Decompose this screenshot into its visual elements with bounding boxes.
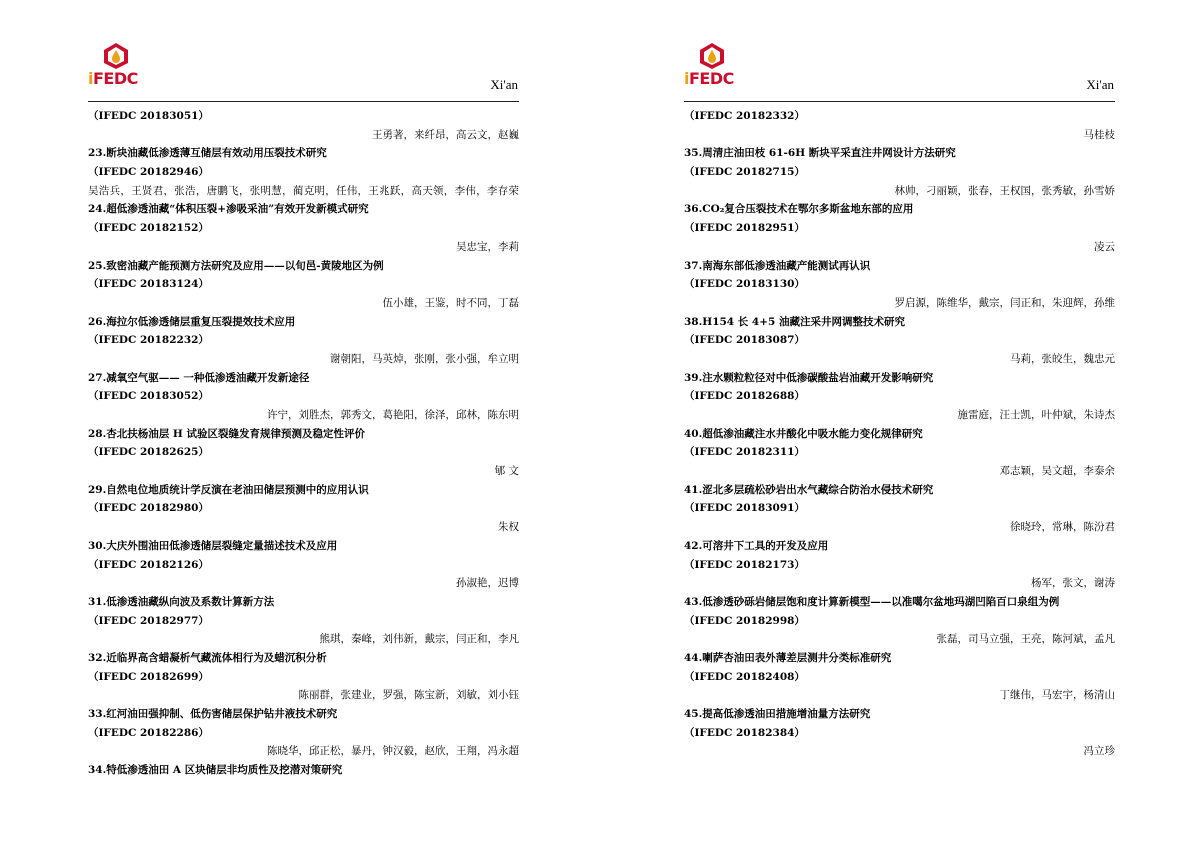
paper-code: （IFEDC 20182232） [88,334,209,347]
paper-title: 39.注水颗粒粒径对中低渗碳酸盐岩油藏开发影响研究 [684,371,934,384]
paper-code: （IFEDC 20182173） [684,558,805,571]
paper-code: （IFEDC 20182152） [88,222,209,235]
paper-authors: 陈晓华，邱正松，暴丹，钟汉毅，赵欣，王翔，冯永超 [267,745,519,758]
paper-code: （IFEDC 20182408） [684,670,805,683]
ifedc-logo [88,42,146,90]
paper-code: （IFEDC 20182977） [88,614,209,627]
paper-title: 31.低渗透油藏纵向波及系数计算新方法 [88,595,275,608]
paper-title: 38.H154 长 4+5 油藏注采井网调整技术研究 [684,315,905,328]
paper-title: 43.低渗透砂砾岩储层饱和度计算新模型——以准噶尔盆地玛湖凹陷百口泉组为例 [684,595,1060,608]
paper-code: （IFEDC 20182699） [88,670,209,683]
paper-authors: 林帅，刁丽颖，张春，王权国，张秀敏，孙雪娇 [894,184,1115,197]
paper-code: （IFEDC 20183052） [88,390,209,403]
paper-title: 26.海拉尔低渗透储层重复压裂提效技术应用 [88,315,296,328]
paper-authors: 熊琪，秦峰，刘伟新，戴宗，闫正和，李凡 [319,633,519,646]
paper-authors: 马莉，张皎生，魏忠元 [1010,352,1115,365]
oil-drop-hexagon-icon [698,42,726,70]
paper-authors: 凌云 [1094,240,1115,253]
paper-title: 41.涩北多层疏松砂岩出水气藏综合防治水侵技术研究 [684,483,934,496]
paper-authors: 朱权 [498,521,519,534]
paper-code: （IFEDC 20182688） [684,390,805,403]
paper-authors: 施雷庭，汪士凯，叶仲斌，朱诗杰 [957,409,1115,421]
paper-title: 42.可溶井下工具的开发及应用 [684,539,829,552]
paper-title: 34.特低渗透油田 A 区块储层非均质性及挖潜对策研究 [88,764,343,777]
paper-authors: 张磊，司马立强，王亮，陈河斌，孟凡 [936,633,1115,646]
paper-authors: 丁继伟，马宏宇，杨清山 [999,689,1115,702]
paper-authors: 孙淑艳，迟博 [456,577,519,590]
paper-code: （IFEDC 20183091） [684,502,805,515]
paper-authors: 马桂枝 [1083,128,1115,141]
paper-authors: 吴浩兵，王贤君，张浩，唐鹏飞，张明慧，蔺克明，任伟，王兆跃，高天领，李伟，李存荣 [88,184,519,197]
paper-title: 35.周清庄油田枝 61-6H 断块平采直注井网设计方法研究 [684,147,956,160]
paper-code: （IFEDC 20182998） [684,614,805,627]
paper-title: 30.大庆外围油田低渗透储层裂缝定量描述技术及应用 [88,539,338,552]
logo-text: iFEDC [684,69,734,88]
paper-code: （IFEDC 20182384） [684,726,805,739]
ifedc-logo [684,42,742,90]
paper-title: 44.喇萨杏油田表外薄差层测井分类标准研究 [684,651,892,664]
paper-title: 28.杏北扶杨油层 H 试验区裂缝发育规律预测及稳定性评价 [88,427,365,440]
paper-title: 37.南海东部低渗透油藏产能测试再认识 [684,259,871,272]
paper-code: （IFEDC 20183130） [684,278,805,291]
paper-authors: 王勇著，来纤昂，高云文，赵巍 [372,128,519,141]
paper-title: 33.红河油田强抑制、低伤害储层保护钻井液技术研究 [88,708,338,720]
paper-code: （IFEDC 20183087） [684,334,805,347]
paper-authors: 谢朝阳，马英焯，张刚，张小强，牟立明 [330,352,519,365]
paper-list-left [88,107,519,780]
paper-code: （IFEDC 20183124） [88,278,209,291]
paper-authors: 冯立珍 [1083,745,1115,758]
paper-authors: 罗启源，陈维华，戴宗，闫正和，朱迎辉，孙维 [894,296,1115,309]
paper-authors: 杨军，张文，谢涛 [1031,577,1115,590]
paper-authors: 陈丽群，张建业，罗强，陈宝新，刘敏，刘小钰 [298,689,519,702]
paper-authors: 徐晓玲，常琳，陈汾君 [1010,521,1115,534]
paper-code: （IFEDC 20182625） [88,446,209,459]
paper-title: 24.超低渗透油藏“体积压裂+渗吸采油”有效开发新模式研究 [88,203,369,216]
paper-code: （IFEDC 20182311） [684,446,805,459]
paper-code: （IFEDC 20183051） [88,110,209,122]
paper-title: 27.减氧空气驱—— 一种低渗透油藏开发新途径 [88,371,310,384]
right-page [596,0,1192,842]
paper-title: 32.近临界高含蜡凝析气藏流体相行为及蜡沉积分析 [88,651,327,664]
paper-code: （IFEDC 20182286） [88,726,209,739]
paper-code: （IFEDC 20182332） [684,110,805,122]
paper-code: （IFEDC 20182951） [684,222,805,235]
paper-code: （IFEDC 20182980） [88,502,209,515]
paper-authors: 许宁，刘胜杰，郭秀文，葛艳阳，徐泽，邱林，陈东明 [267,409,519,421]
paper-authors: 吴忠宝，李莉 [456,240,519,253]
paper-title: 40.超低渗油藏注水井酸化中吸水能力变化规律研究 [684,427,923,440]
header-rule [684,101,1115,102]
paper-title: 29.自然电位地质统计学反演在老油田储层预测中的应用认识 [88,483,369,496]
paper-authors: 郇 文 [494,465,519,478]
paper-list-right [684,107,1115,761]
paper-code: （IFEDC 20182126） [88,558,209,571]
paper-title: 45.提高低渗透油田措施增油量方法研究 [684,708,871,720]
oil-drop-hexagon-icon [102,42,130,70]
paper-title: 25.致密油藏产能预测方法研究及应用——以旬邑-黄陵地区为例 [88,259,384,272]
header-rule [88,101,519,102]
paper-code: （IFEDC 20182946） [88,166,209,179]
paper-title: 23.断块油藏低渗透薄互储层有效动用压裂技术研究 [88,147,327,160]
paper-authors: 邓志颖，吴文超，李泰余 [999,465,1115,478]
header-location: Xi'an [490,77,518,92]
paper-code: （IFEDC 20182715） [684,166,805,179]
paper-authors: 伍小雄，王鉴，时不同，丁磊 [382,296,519,309]
header-location: Xi'an [1086,77,1114,92]
logo-text: iFEDC [88,69,138,88]
paper-title: 36.CO₂复合压裂技术在鄂尔多斯盆地东部的应用 [684,203,914,216]
